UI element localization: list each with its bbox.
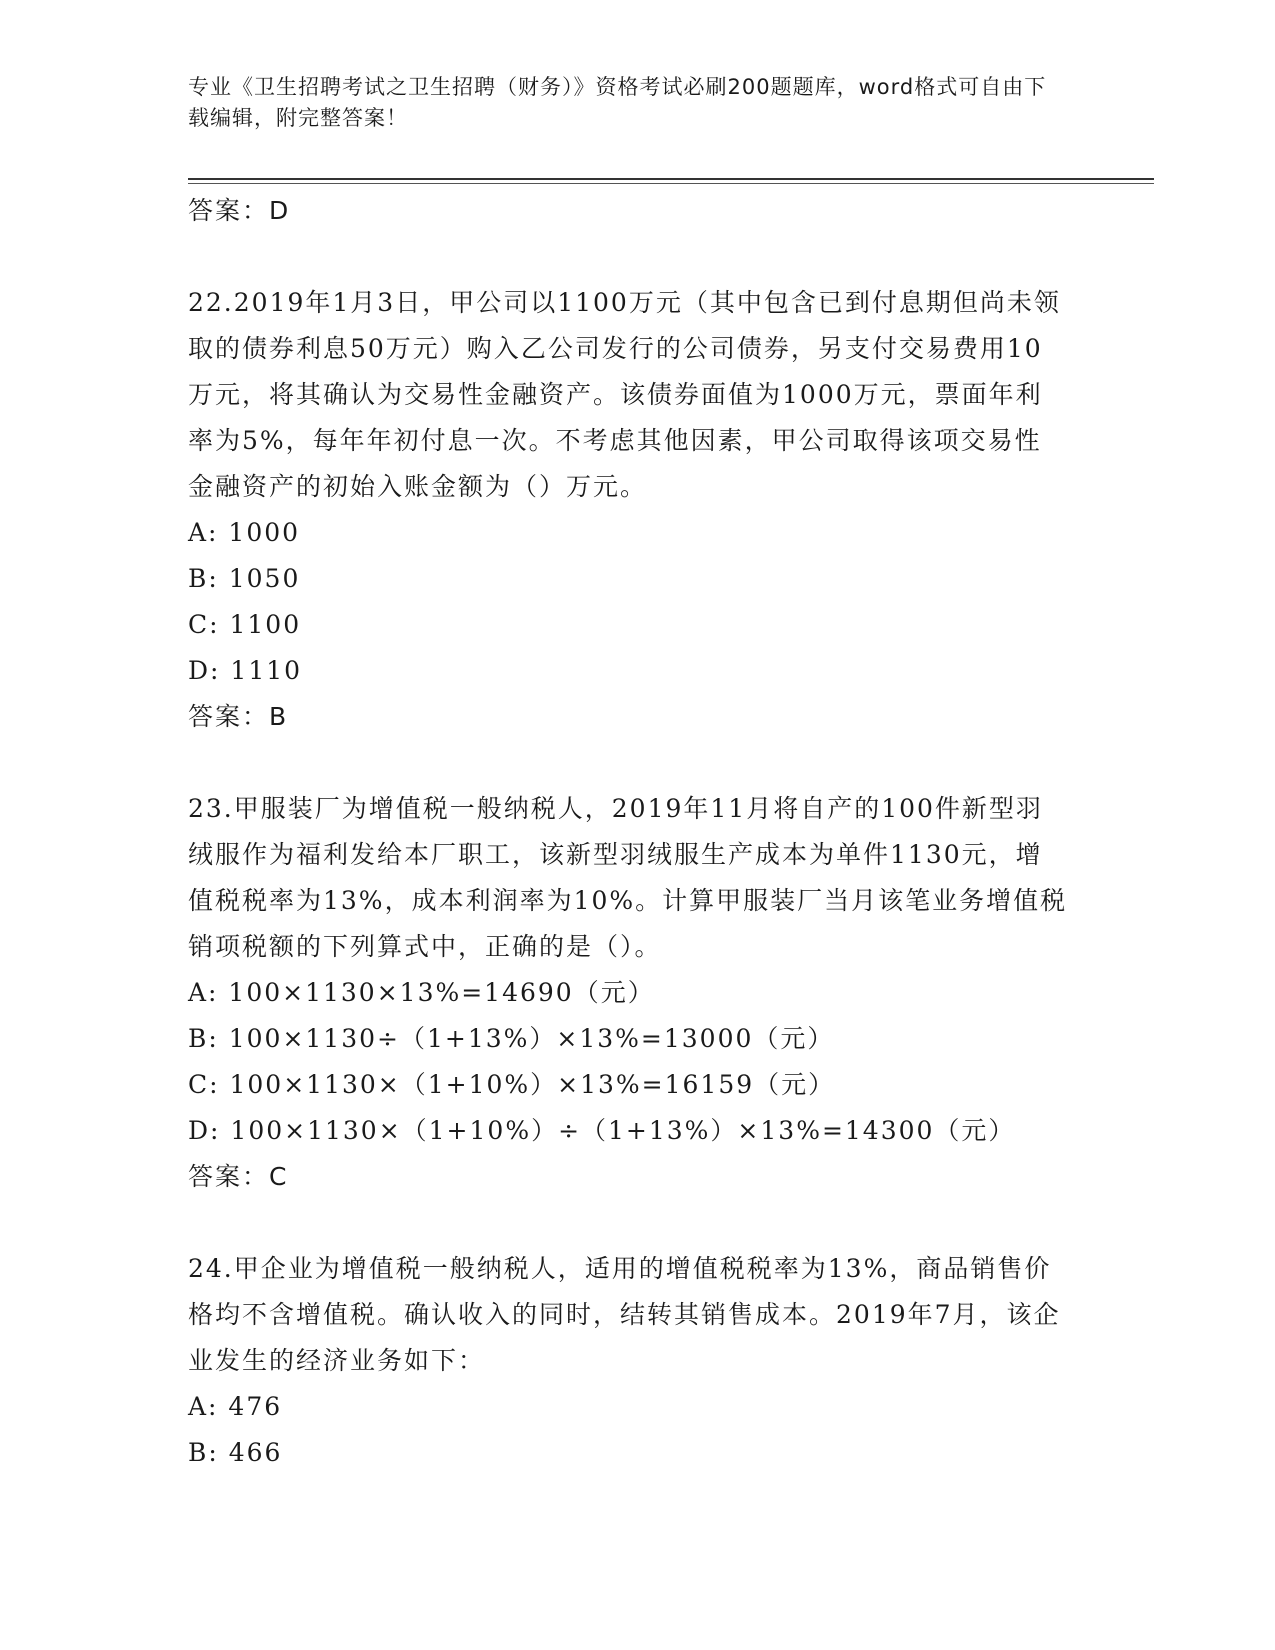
answer-line: 答案：C <box>188 1162 289 1191</box>
spacer <box>188 234 1068 280</box>
question-block-22 <box>188 280 1068 740</box>
option-a: A: 1000 <box>188 518 301 547</box>
header-rule-thin <box>188 183 1154 184</box>
option-d: D: 100×1130×（1+10%）÷（1+13%）×13%=14300（元） <box>188 1116 1016 1145</box>
answer-line: 答案：B <box>188 702 289 731</box>
question-text: 22.2019年1月3日，甲公司以1100万元（其中包含已到付息期但尚未领取的债券利息50万元）购入乙公司发行的公司债券，另支付交易费用10万元，将其确认为交易性金融资产。该债券面值为1000万元，票面年利率为5%，每年年初付息一次。不考虑其他因素，甲公司取得该项交易性金融资产的初始入账金额为（）万元。 <box>188 288 1061 501</box>
answer-line: 答案：D <box>188 196 291 225</box>
document-body <box>188 188 1068 1476</box>
option-a: A: 100×1130×13%=14690（元） <box>188 978 655 1007</box>
question-block-23 <box>188 786 1068 1200</box>
question-text: 24.甲企业为增值税一般纳税人，适用的增值税税率为13%，商品销售价格均不含增值税。确认收入的同时，结转其销售成本。2019年7月，该企业发生的经济业务如下： <box>188 1254 1061 1375</box>
option-b: B: 466 <box>188 1438 283 1467</box>
question-block-24 <box>188 1246 1068 1476</box>
option-b: B: 1050 <box>188 564 301 593</box>
question-text: 23.甲服装厂为增值税一般纳税人，2019年11月将自产的100件新型羽绒服作为福利发给本厂职工，该新型羽绒服生产成本为单件1130元，增值税税率为13%，成本利润率为10%。计算甲服装厂当月该笔业务增值税销项税额的下列算式中，正确的是（）。 <box>188 794 1068 961</box>
option-a: A: 476 <box>188 1392 283 1421</box>
spacer <box>188 740 1068 786</box>
document-header: 专业《卫生招聘考试之卫生招聘（财务）》资格考试必刷200题题库，word格式可自由下载编辑，附完整答案！ <box>188 75 1047 130</box>
option-d: D: 1110 <box>188 656 303 685</box>
header-rule-thick <box>188 178 1154 180</box>
option-c: C: 100×1130×（1+10%）×13%=16159（元） <box>188 1070 836 1099</box>
option-b: B: 100×1130÷（1+13%）×13%=13000（元） <box>188 1024 835 1053</box>
spacer <box>188 1200 1068 1246</box>
option-c: C: 1100 <box>188 610 302 639</box>
